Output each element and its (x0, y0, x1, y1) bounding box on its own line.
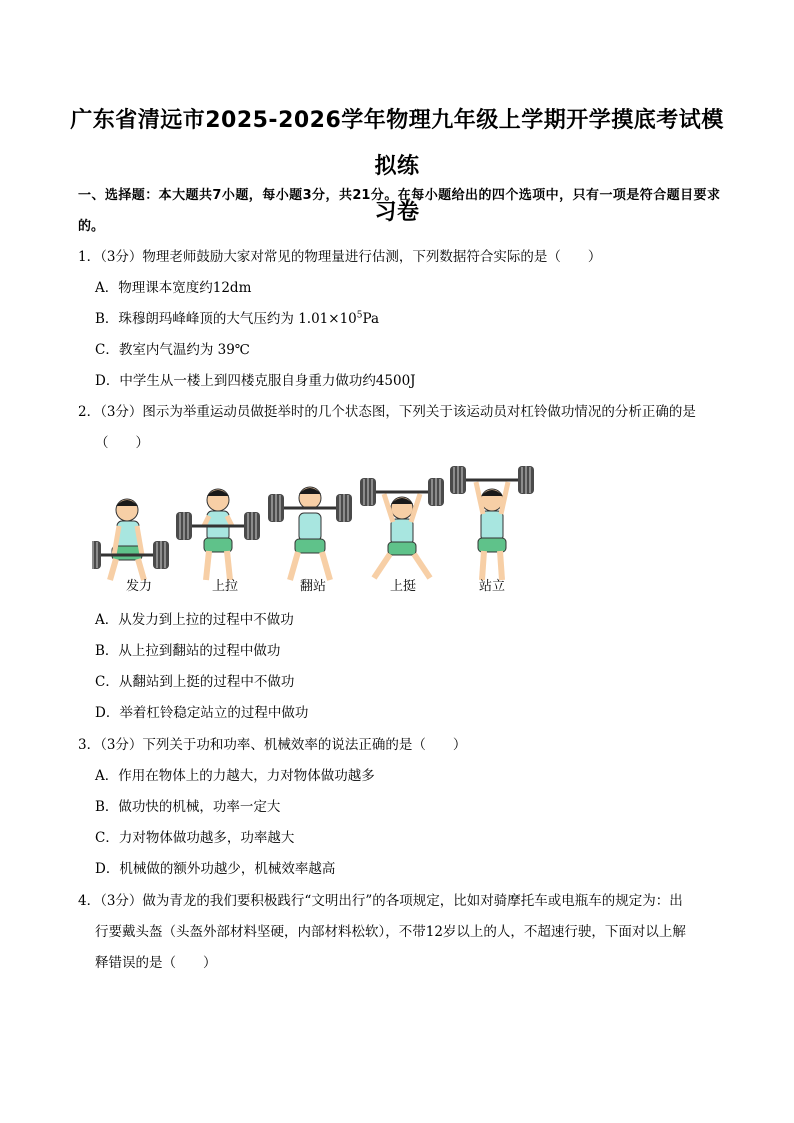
lifter-stage-2 (176, 489, 260, 580)
lifter-stage-3 (268, 487, 352, 580)
title-line-1: 广东省清远市2025-2026学年物理九年级上学期开学摸底考试模拟练 (70, 108, 724, 179)
q3-stem: 3．（3分）下列关于功和功率、机械效率的说法正确的是（ ） (78, 737, 467, 753)
figure-label-4: 上挺 (389, 579, 417, 594)
q3-option-b: B．做功快的机械，功率一定大 (95, 799, 281, 815)
q1-option-d: D．中学生从一楼上到四楼克服自身重力做功约4500J (95, 373, 416, 389)
q2-stem-continued: （ ） (95, 435, 149, 451)
lifter-stage-1 (92, 499, 169, 580)
q1-option-b-exponent: 5 (356, 310, 363, 321)
figure-label-3: 翻站 (299, 579, 327, 594)
q2-option-b: B．从上拉到翻站的过程中做功 (95, 643, 281, 659)
q3-option-d: D．机械做的额外功越少，机械效率越高 (95, 861, 336, 877)
q4-stem-continued-1: 行要戴头盔（头盔外部材料坚硬，内部材料松软），不带12岁以上的人，不超速行驶，下面对以上解 (95, 924, 686, 940)
lifter-stage-5 (450, 466, 534, 580)
q2-stem: 2．（3分）图示为举重运动员做挺举时的几个状态图，下列关于该运动员对杠铃做功情况的分析正确的是 (78, 404, 696, 420)
q2-option-a: A．从发力到上拉的过程中不做功 (95, 612, 294, 628)
q1-option-b (95, 309, 379, 329)
q1-option-b-unit: Pa (362, 311, 380, 327)
q3-option-c: C．力对物体做功越多，功率越大 (95, 830, 295, 846)
lifter-stage-4 (360, 478, 444, 578)
q3-option-a: A．作用在物体上的力越大，力对物体做功越多 (95, 768, 375, 784)
q1-option-a: A．物理课本宽度约12dm (95, 280, 252, 296)
figure-label-1: 发力 (125, 579, 153, 594)
q4-stem-continued-2: 释错误的是（ ） (95, 955, 217, 971)
q1-stem: 1．（3分）物理老师鼓励大家对常见的物理量进行估测，下列数据符合实际的是（ ） (78, 249, 602, 265)
q4-stem: 4．（3分）做为青龙的我们要积极践行“文明出行”的各项规定，比如对骑摩托车或电瓶车的规定为：出 (78, 893, 683, 909)
q1-option-b-text: B．珠穆朗玛峰峰顶的大气压约为 1.01×10 (95, 311, 357, 327)
figure-label-5: 站立 (478, 579, 506, 594)
figure-label-2: 上拉 (211, 579, 239, 594)
title-line-2: 习卷 (374, 200, 420, 225)
q2-option-c: C．从翻站到上挺的过程中不做功 (95, 674, 295, 690)
section-heading: 一、选择题：本大题共7小题，每小题3分，共21分。在每小题给出的四个选项中，只有一项是符合题目要求的。 (78, 188, 720, 234)
q1-option-c: C．教室内气温约为 39℃ (95, 342, 250, 358)
q2-option-d: D．举着杠铃稳定站立的过程中做功 (95, 705, 309, 721)
